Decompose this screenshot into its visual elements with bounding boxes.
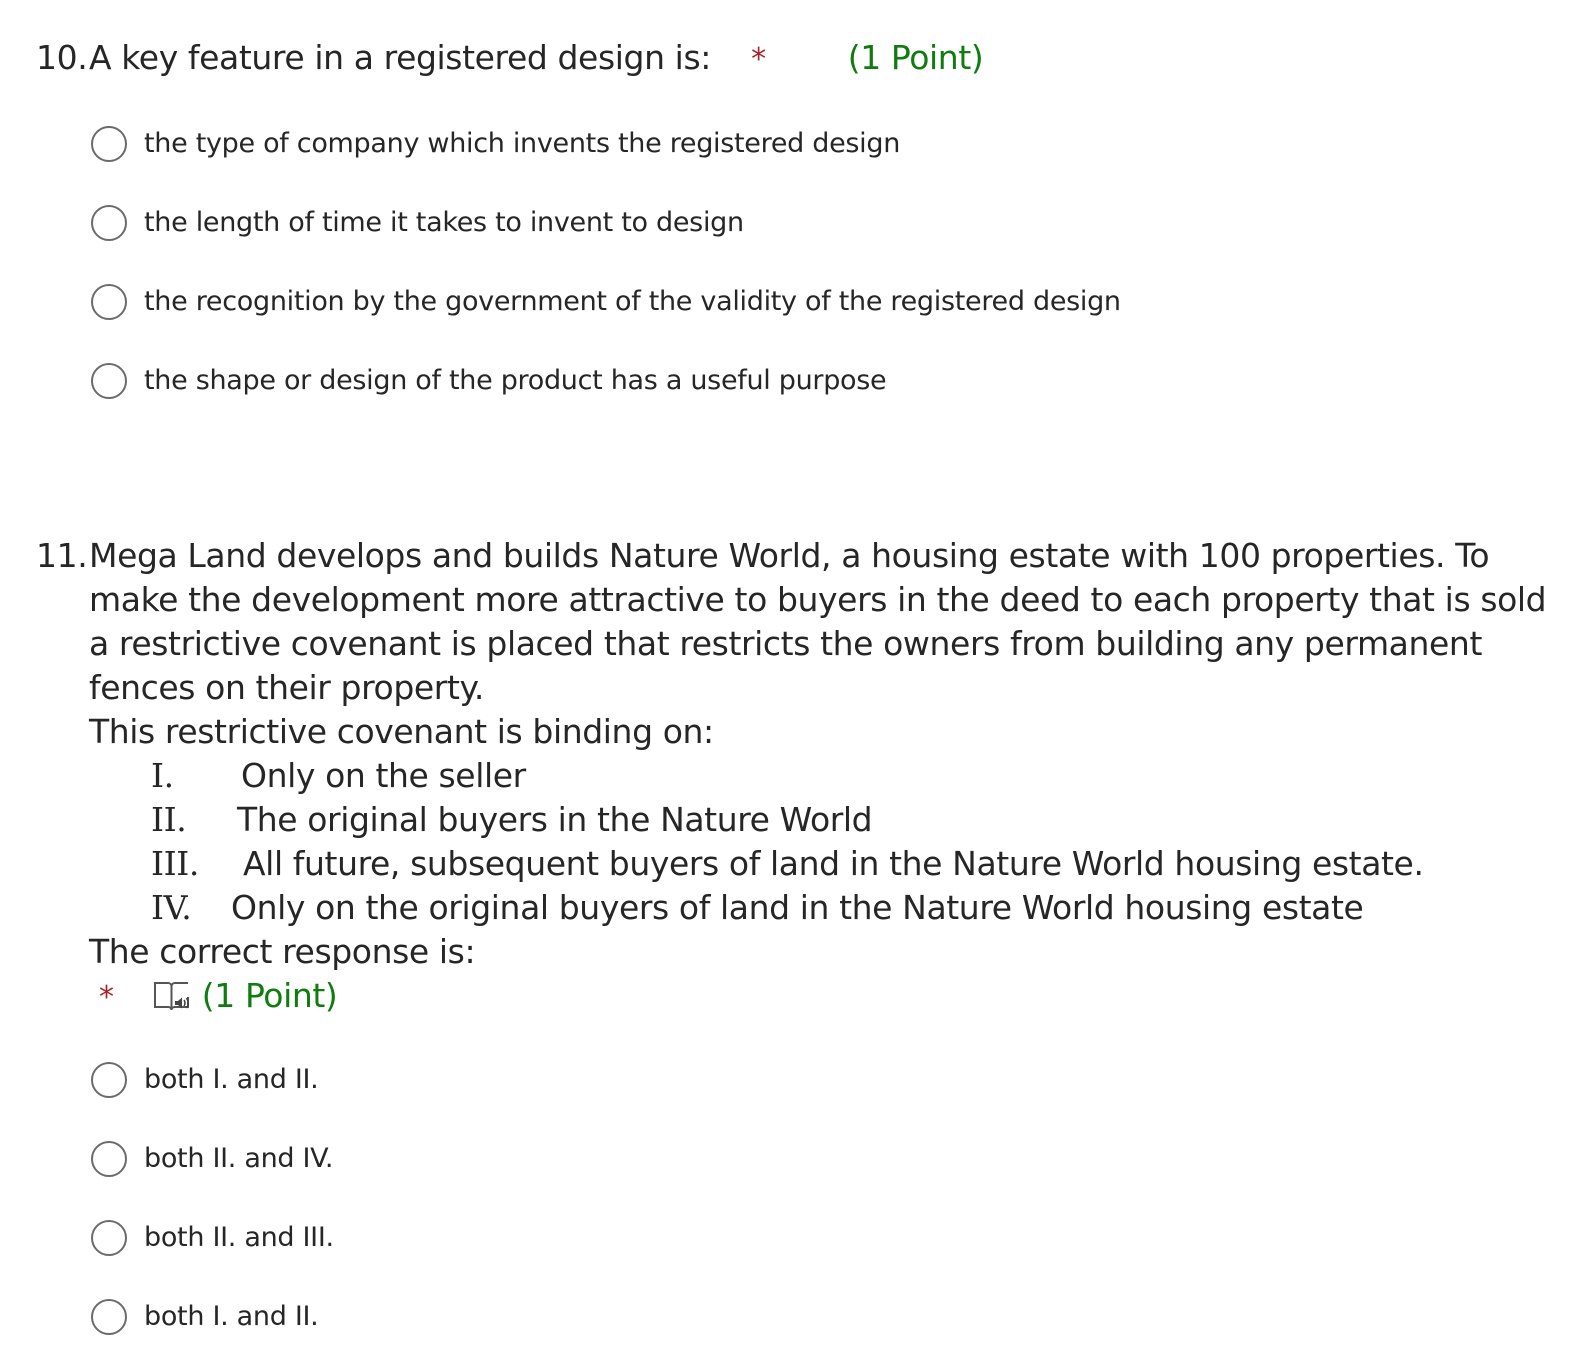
option[interactable]	[36, 262, 1576, 341]
statement-item	[151, 798, 1576, 842]
options-group	[36, 104, 1576, 420]
option-label[interactable]: both II. and IV.	[144, 1143, 334, 1174]
option-label[interactable]: both I. and II.	[144, 1064, 319, 1095]
option-label[interactable]: both II. and III.	[144, 1222, 334, 1253]
statement-text: All future, subsequent buyers of land in the Nature World housing estate.	[243, 844, 1424, 883]
option-label[interactable]: the length of time it takes to invent to design	[144, 207, 744, 238]
statement-item	[151, 886, 1576, 930]
question-prompt: This restrictive covenant is binding on:	[89, 712, 714, 751]
statement-numeral: II.	[151, 800, 187, 839]
question-10	[36, 36, 1576, 420]
radio-button[interactable]	[91, 1062, 127, 1098]
radio-button[interactable]	[91, 1141, 127, 1177]
option[interactable]	[36, 1277, 1576, 1356]
option[interactable]	[36, 183, 1576, 262]
statement-text: Only on the original buyers of land in the Nature World housing estate	[231, 888, 1364, 927]
radio-button[interactable]	[91, 1299, 127, 1335]
statement-text: The original buyers in the Nature World	[237, 800, 873, 839]
question-closing: The correct response is:	[89, 932, 476, 971]
question-number: 11.	[36, 536, 88, 575]
option-label[interactable]: both I. and II.	[144, 1301, 319, 1332]
required-asterisk: *	[99, 980, 114, 1015]
options-group	[36, 1040, 1576, 1356]
radio-button[interactable]	[91, 126, 127, 162]
radio-button[interactable]	[91, 284, 127, 320]
question-header	[36, 534, 1576, 1020]
option[interactable]	[36, 1119, 1576, 1198]
option[interactable]	[36, 341, 1576, 420]
points-label: (1 Point)	[201, 976, 338, 1015]
question-paragraph: Mega Land develops and builds Nature World, a housing estate with 100 properties. To make the development more attractive to buyers in the deed to each property that is sold a restrictive covenant is placed that restricts the owners from building any permanent fences on their property.	[89, 536, 1547, 707]
question-title	[89, 534, 1576, 1020]
required-asterisk: *	[751, 42, 766, 77]
option-label[interactable]: the recognition by the government of the validity of the registered design	[144, 286, 1121, 317]
question-header	[36, 36, 1576, 82]
statement-list	[151, 754, 1576, 930]
option[interactable]	[36, 1040, 1576, 1119]
radio-button[interactable]	[91, 1220, 127, 1256]
statement-text: Only on the seller	[241, 756, 526, 795]
option[interactable]	[36, 1198, 1576, 1277]
question-number: 10.	[36, 38, 88, 77]
option-label[interactable]: the type of company which invents the registered design	[144, 128, 901, 159]
question-meta	[99, 974, 1576, 1020]
statement-item	[151, 842, 1576, 886]
statement-item	[151, 754, 1576, 798]
radio-button[interactable]	[91, 363, 127, 399]
question-title	[89, 36, 1576, 82]
question-11	[36, 534, 1576, 1356]
option-label[interactable]: the shape or design of the product has a useful purpose	[144, 365, 887, 396]
question-text: A key feature in a registered design is:	[89, 38, 711, 77]
statement-numeral: I.	[151, 756, 174, 795]
immersive-reader-icon[interactable]	[152, 976, 202, 1015]
statement-numeral: III.	[151, 844, 199, 883]
statement-numeral: IV.	[151, 888, 192, 927]
points-label: (1 Point)	[847, 38, 984, 77]
option[interactable]	[36, 104, 1576, 183]
radio-button[interactable]	[91, 205, 127, 241]
